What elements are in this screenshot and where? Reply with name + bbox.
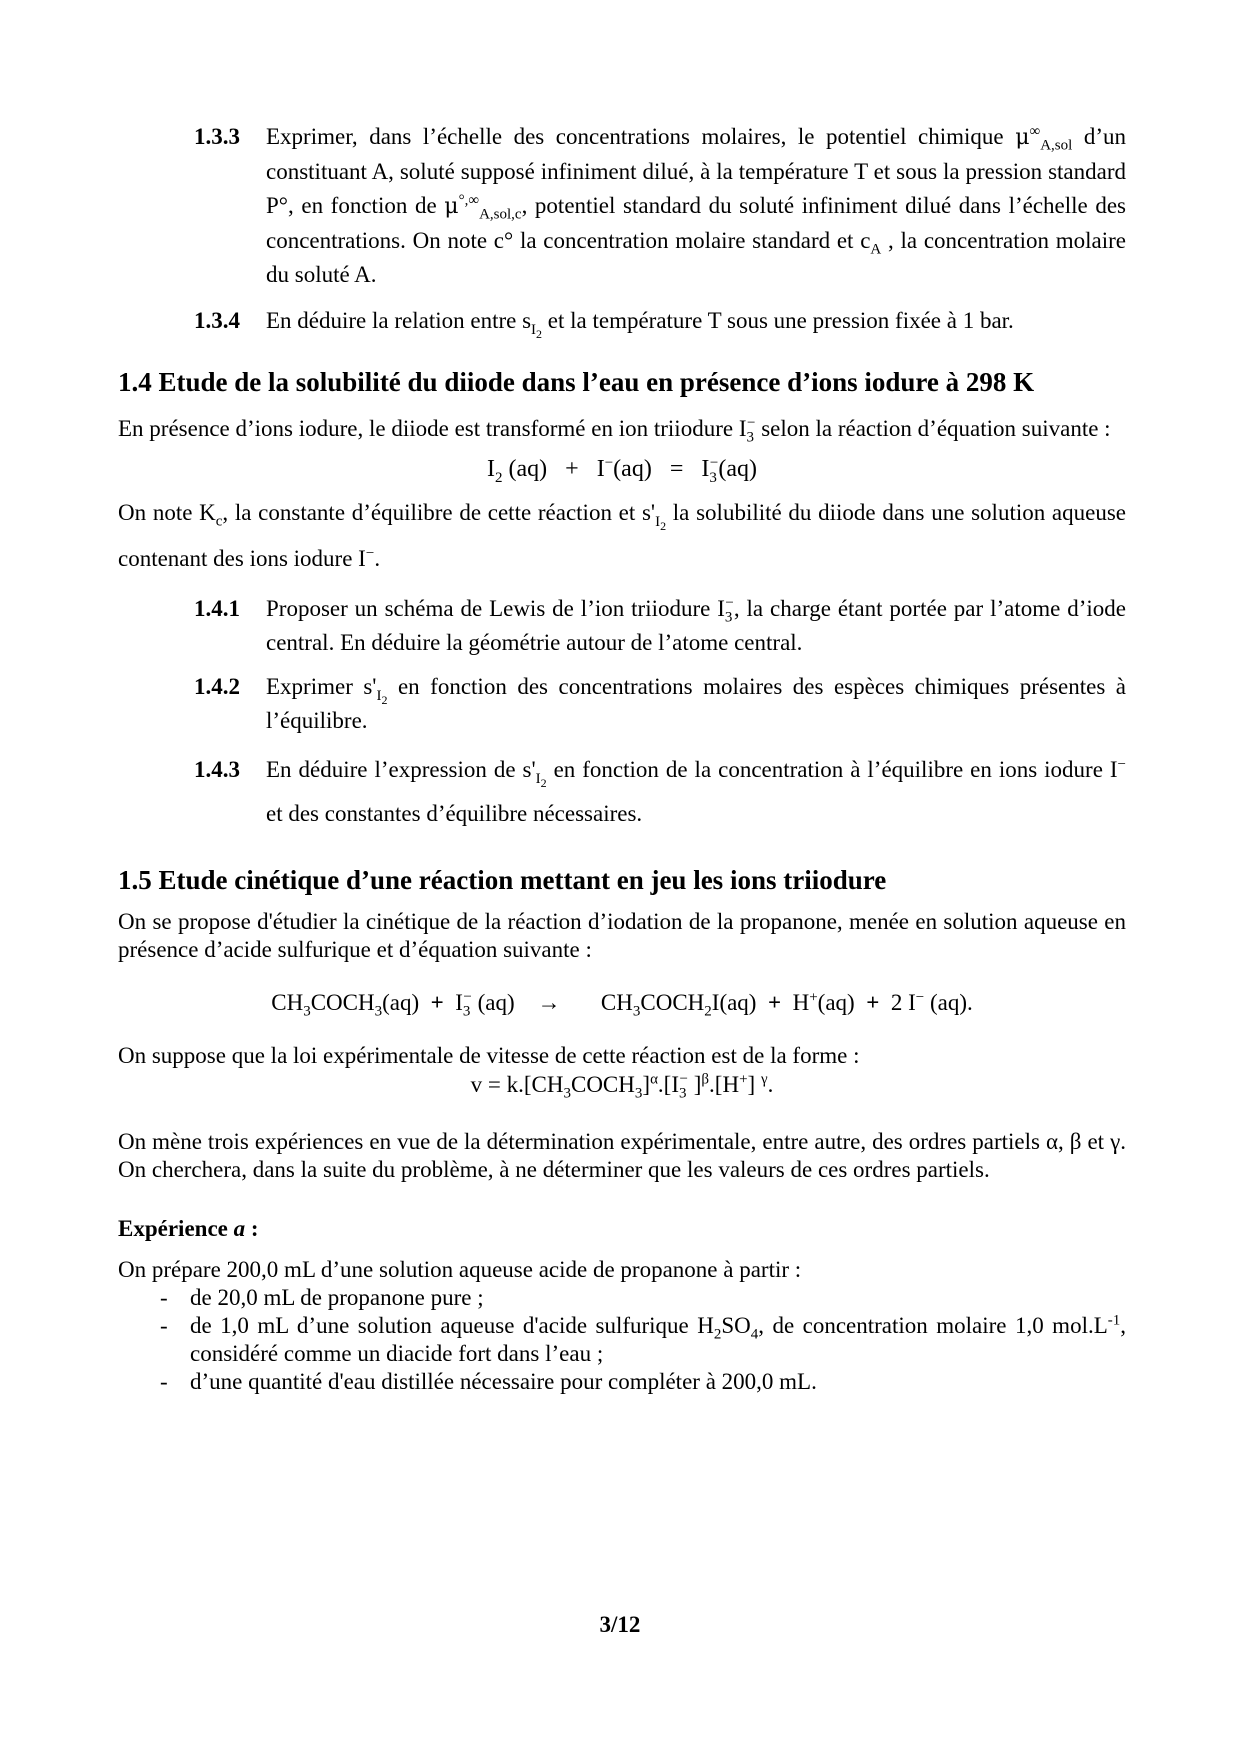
question-text: Proposer un schéma de Lewis de l’ion triiodure $I_3^-$, la charge étant portée par l’atome d’iode central. En déduire la géométrie autour de l’atome central.	[266, 595, 1126, 655]
question-text: Exprimer $s'_{I_2}$ en fonction des concentrations molaires des espèces chimiques présentes à l’équilibre.	[266, 674, 1127, 733]
equation-iodation: $CH_3COCH_3(aq) + I_3^-$ (aq) → $CH_3COCH_2I(aq) + H^+(aq) + 2$ I− (aq).	[271, 989, 973, 1020]
list-item: - de 1,0 mL d’une solution aqueuse d'acide sulfurique $H_2SO_4$, de concentration molaire 1,0 $mol.L^{-1}$, considéré comme un diacide fort dans l’eau ;	[160, 1312, 1127, 1366]
experience-intro: On prépare 200,0 mL d’une solution aqueuse acide de propanone à partir :	[118, 1257, 802, 1282]
experience-heading: Expérience a :	[118, 1216, 259, 1241]
paragraph-iodation: On se propose d'étudier la cinétique de la réaction d’iodation de la propanone, menée en solution aqueuse en présence d’acide sulfurique et d’équation suivante :	[118, 909, 1126, 962]
equation-triiodure: $I_2$ (aq) + I−(aq) = $I_3^-(aq)$	[487, 455, 757, 486]
experience-list	[118, 1284, 1126, 1396]
paragraph-experiences: On mène trois expériences en vue de la détermination expérimentale, entre autre, des ordres partiels α, β et γ. On cherchera, dans la suite du problème, à ne déterminer que les valeurs de ces ordres partiels.	[118, 1129, 1126, 1182]
question-number: 1.3.4	[194, 308, 240, 333]
rate-law-equation: $v = k.[CH_3COCH_3]^\alpha.[I_3^-$ ]$^\beta$.[H+] $^\gamma$.	[470, 1071, 774, 1102]
reaction-arrow: →	[537, 990, 561, 1015]
paragraph-kc: On note $K_c$, la constante d’équilibre de cette réaction et $s'_{I_2}$ la solubilité du diiode dans une solution aqueuse contenant des ions iodure I−.	[118, 500, 1127, 571]
question-text: En déduire l’expression de $s'_{I_2}$ en fonction de la concentration à l’équilibre en ions iodure I− et des constantes d’équilibre nécessaires.	[266, 756, 1127, 826]
section-heading-1-5: 1.5 Etude cinétique d’une réaction mettant en jeu les ions triiodure	[118, 865, 887, 895]
question-1-3-3	[194, 120, 1126, 292]
question-1-4-1	[194, 592, 1126, 660]
question-number: 1.3.3	[194, 124, 240, 149]
question-1-3-4	[194, 304, 1126, 341]
question-number: 1.4.3	[194, 757, 240, 782]
list-item: - d’une quantité d'eau distillée nécessaire pour compléter à 200,0 mL.	[160, 1369, 817, 1394]
question-1-4-3	[194, 748, 1126, 836]
document-page	[118, 120, 1126, 1396]
section-heading-1-4: 1.4 Etude de la solubilité du diiode dans l’eau en présence d’ions iodure à 298 K	[118, 367, 1035, 397]
paragraph-rate-law: On suppose que la loi expérimentale de vitesse de cette réaction est de la forme :	[118, 1043, 860, 1068]
question-number: 1.4.1	[194, 596, 240, 621]
question-1-4-2	[194, 670, 1126, 738]
question-text: Exprimer, dans l’échelle des concentrations molaires, le potentiel chimique $\mu^\infty_{A,sol}$ d’un constituant A, soluté supposé infiniment dilué, à la température T et sous la pression standard P°, en fonction de $\mu^{^\circ,\infty}_{A,sol,c}$, potentiel standard du soluté infiniment dilué dans l’échelle des concentrations. On note c° la concentration molaire standard et $c_A$ , la concentration molaire du soluté A.	[266, 123, 1127, 287]
question-text: En déduire la relation entre $s_{I_2}$ et la température T sous une pression fixée à 1 bar.	[266, 308, 1014, 341]
paragraph-triiodure: En présence d’ions iodure, le diiode est transformé en ion triiodure $I_3^-$ selon la réaction d’équation suivante :	[118, 415, 1111, 446]
question-number: 1.4.2	[194, 674, 240, 699]
mu-symbol: μ	[1015, 125, 1030, 150]
list-item: - de 20,0 mL de propanone pure ;	[160, 1285, 484, 1310]
page-number: 3/12	[599, 1612, 641, 1637]
